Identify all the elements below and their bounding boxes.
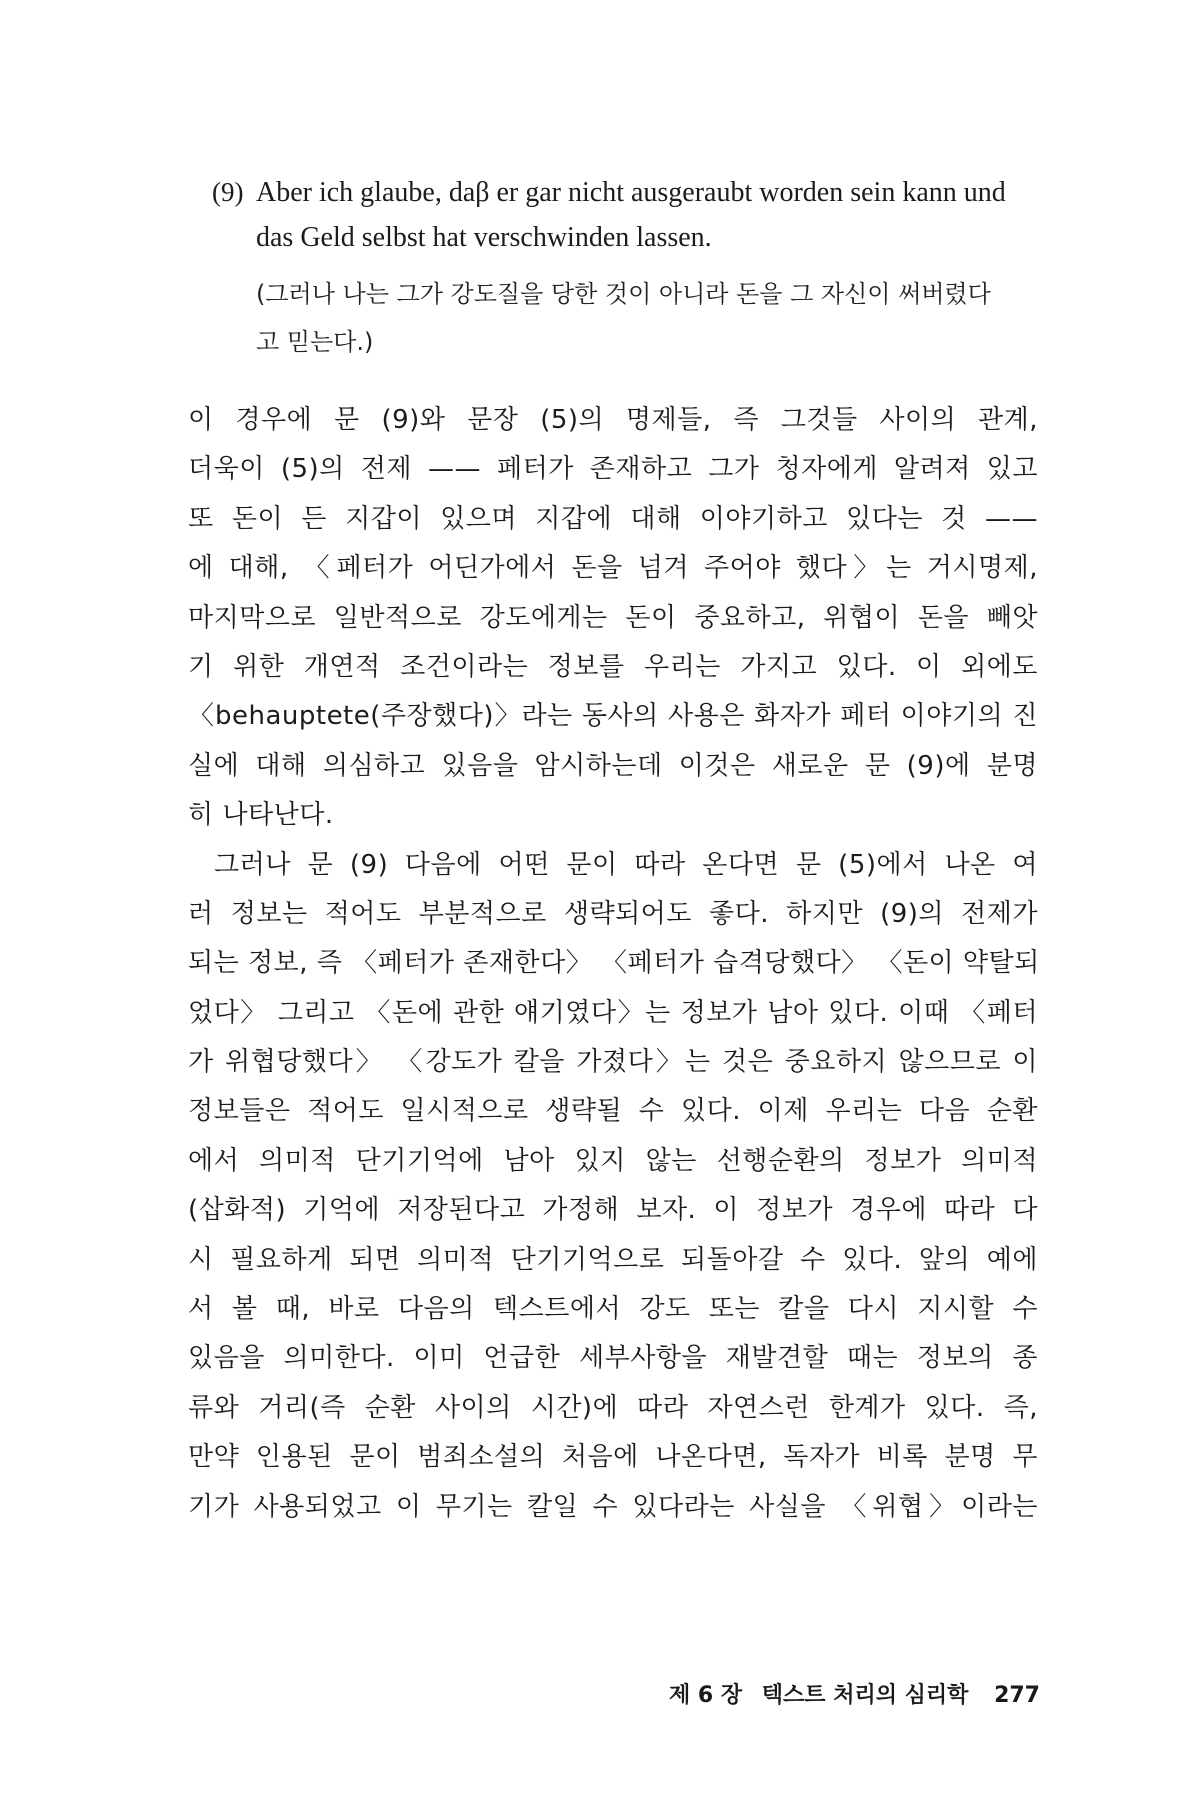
text-line: 실에 대해 의심하고 있음을 암시하는데 이것은 새로운 문 (9)에 분명: [188, 750, 1038, 781]
text-line: 〈behauptete(주장했다)〉라는 동사의 사용은 화자가 페터 이야기의 진: [188, 701, 1038, 732]
text-line: 에 대해, 〈페터가 어딘가에서 돈을 넘겨 주어야 했다〉는 거시명제,: [188, 553, 1038, 584]
text-line: 그러나 문 (9) 다음에 어떤 문이 따라 온다면 문 (5)에서 나온 여: [214, 849, 1038, 880]
german-line: das Geld selbst hat verschwinden lassen.: [256, 222, 712, 253]
german-line: Aber ich glaube, daβ er gar nicht ausgeraubt worden sein kann und: [256, 177, 1006, 208]
text-line: 시 필요하게 되면 의미적 단기기억으로 되돌아갈 수 있다. 앞의 예에: [188, 1244, 1038, 1275]
text-line: 되는 정보, 즉 〈페터가 존재한다〉 〈페터가 습격당했다〉 〈돈이 약탈되: [188, 948, 1040, 979]
korean-line: (그러나 나는 그가 강도질을 당한 것이 아니라 돈을 그 자신이 써버렸다: [256, 280, 991, 308]
example-number: (9): [212, 177, 244, 207]
text-line: 러 정보는 적어도 부분적으로 생략되어도 좋다. 하지만 (9)의 전제가: [188, 898, 1038, 929]
text-line: (삽화적) 기억에 저장된다고 가정해 보자. 이 정보가 경우에 따라 다: [188, 1195, 1038, 1226]
text-line: 더욱이 (5)의 전제 —— 페터가 존재하고 그가 청자에게 알려져 있고: [188, 454, 1038, 485]
text-line: 이 경우에 문 (9)와 문장 (5)의 명제들, 즉 그것들 사이의 관계,: [188, 405, 1038, 435]
korean-line: 고 믿는다.): [256, 328, 374, 356]
chapter-title: 텍스트 처리의 심리학: [761, 1683, 969, 1708]
example-sentence-9: [212, 170, 1042, 366]
body-text: [188, 396, 1038, 1532]
text-line: 또 돈이 든 지갑이 있으며 지갑에 대해 이야기하고 있다는 것 ——: [188, 503, 1038, 534]
korean-translation: [256, 270, 1042, 366]
text-line: 가 위협당했다〉 〈강도가 칼을 가졌다〉는 것은 중요하지 않으므로 이: [188, 1047, 1038, 1078]
text-line: 에서 의미적 단기기억에 남아 있지 않는 선행순환의 정보가 의미적: [188, 1145, 1038, 1176]
text-line: 서 볼 때, 바로 다음의 텍스트에서 강도 또는 칼을 다시 지시할 수: [188, 1294, 1038, 1325]
text-line: 정보들은 적어도 일시적으로 생략될 수 있다. 이제 우리는 다음 순환: [188, 1096, 1038, 1127]
running-footer: [620, 1678, 1040, 1709]
chapter-label: 제 6 장: [668, 1683, 743, 1708]
text-line: 만약 인용된 문이 범죄소설의 처음에 나온다면, 독자가 비록 분명 무: [188, 1442, 1038, 1473]
paragraph-2: [188, 841, 1038, 1532]
german-quote: [256, 170, 1042, 260]
text-line: 기 위한 개연적 조건이라는 정보를 우리는 가지고 있다. 이 외에도: [188, 651, 1038, 682]
page-number: 277: [994, 1683, 1040, 1708]
text-line: 었다〉 그리고 〈돈에 관한 얘기였다〉는 정보가 남아 있다. 이때 〈페터: [188, 997, 1038, 1028]
text-line: 히 나타난다.: [188, 800, 334, 831]
paragraph-1: [188, 396, 1038, 841]
text-line: 있음을 의미한다. 이미 언급한 세부사항을 재발견할 때는 정보의 종: [188, 1343, 1038, 1374]
text-line: 류와 거리(즉 순환 사이의 시간)에 따라 자연스런 한계가 있다. 즉,: [188, 1392, 1038, 1423]
text-line: 기가 사용되었고 이 무기는 칼일 수 있다라는 사실을 〈위협〉이라는: [188, 1491, 1038, 1522]
example-body: [256, 170, 1042, 366]
text-line: 마지막으로 일반적으로 강도에게는 돈이 중요하고, 위협이 돈을 빼앗: [188, 602, 1038, 633]
